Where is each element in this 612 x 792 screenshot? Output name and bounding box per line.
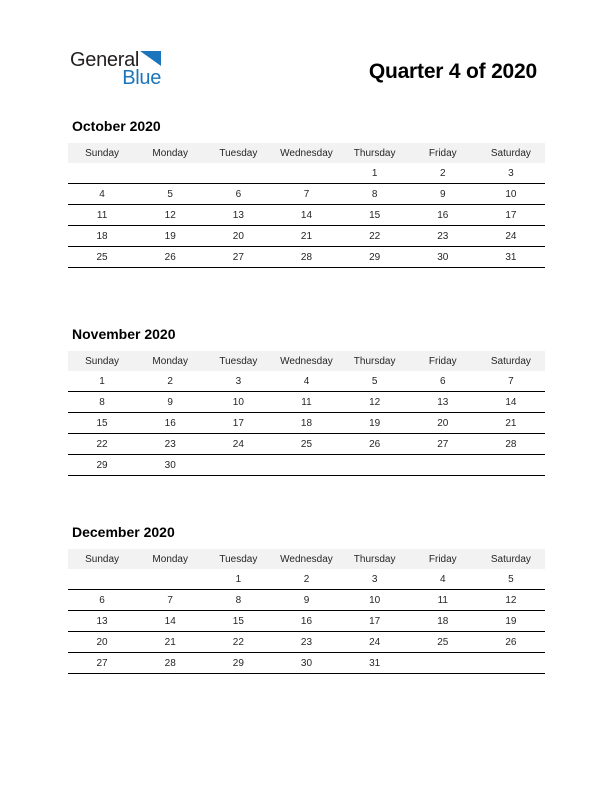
day-cell: 31 — [505, 251, 517, 263]
day-cell: 14 — [164, 615, 176, 627]
day-cell: 23 — [437, 230, 449, 242]
day-cell: 11 — [301, 396, 312, 408]
week-row — [68, 247, 545, 268]
week-row — [68, 611, 545, 632]
day-cell: 25 — [300, 438, 313, 450]
month-title: December 2020 — [72, 524, 175, 540]
day-cell: 15 — [369, 209, 381, 221]
day-cell: 4 — [303, 375, 310, 387]
month-grid-body — [68, 163, 545, 268]
day-cell: 3 — [508, 167, 514, 179]
month-section-october — [68, 118, 545, 268]
logo-text-blue: Blue — [122, 67, 162, 89]
day-cell: 7 — [167, 594, 173, 606]
day-cell: 16 — [300, 615, 313, 627]
day-cell: 10 — [369, 594, 381, 606]
day-cell: 11 — [96, 209, 108, 221]
day-cell: 20 — [437, 417, 449, 429]
weekday-label: Sunday — [85, 147, 120, 159]
day-cell: 10 — [232, 396, 244, 408]
weekday-label: Thursday — [353, 355, 396, 367]
day-cell: 21 — [505, 417, 517, 429]
day-cell: 29 — [369, 251, 381, 263]
weekday-label: Wednesday — [280, 147, 333, 159]
weekday-label: Tuesday — [219, 355, 258, 367]
day-cell: 9 — [167, 396, 173, 408]
day-cell: 15 — [232, 615, 244, 627]
week-row — [68, 226, 545, 247]
day-cell: 22 — [369, 230, 381, 242]
day-cell: 28 — [164, 657, 176, 669]
day-cell: 12 — [164, 209, 176, 221]
day-cell: 26 — [369, 438, 381, 450]
month-title: October 2020 — [72, 118, 161, 134]
day-cell: 9 — [439, 188, 446, 200]
day-cell: 7 — [508, 375, 514, 387]
weekday-label: Thursday — [353, 553, 396, 565]
day-cell: 4 — [439, 573, 446, 585]
day-cell: 18 — [437, 615, 449, 627]
week-row — [68, 163, 545, 184]
day-cell: 24 — [369, 636, 381, 648]
weekday-label: Sunday — [85, 553, 120, 565]
day-cell: 30 — [300, 657, 313, 669]
day-cell: 24 — [505, 230, 517, 242]
day-cell: 19 — [369, 417, 381, 429]
month-section-november — [68, 326, 545, 476]
day-cell: 13 — [437, 396, 449, 408]
day-cell: 20 — [232, 230, 244, 242]
weekday-label: Wednesday — [280, 355, 333, 367]
day-cell: 25 — [437, 636, 449, 648]
week-row — [68, 413, 545, 434]
day-cell: 21 — [164, 636, 176, 648]
day-cell: 5 — [371, 375, 378, 387]
day-cell: 2 — [303, 573, 310, 585]
day-cell: 18 — [300, 417, 313, 429]
day-cell: 27 — [96, 657, 108, 669]
day-cell: 3 — [235, 375, 242, 387]
day-cell: 7 — [303, 188, 310, 200]
page-header — [70, 50, 537, 88]
week-row — [68, 184, 545, 205]
day-cell: 1 — [371, 167, 378, 179]
day-cell: 28 — [300, 251, 313, 263]
day-cell: 19 — [164, 230, 176, 242]
month-section-december — [68, 524, 545, 674]
day-cell: 22 — [96, 438, 108, 450]
weekday-label: Sunday — [85, 355, 120, 367]
day-cell: 2 — [167, 375, 173, 387]
day-cell: 2 — [439, 167, 446, 179]
week-row — [68, 371, 545, 392]
day-cell: 26 — [505, 636, 517, 648]
week-row — [68, 434, 545, 455]
day-cell: 5 — [167, 188, 173, 200]
day-cell: 24 — [232, 438, 244, 450]
day-cell: 16 — [437, 209, 449, 221]
day-cell: 1 — [235, 573, 242, 585]
day-cell: 17 — [369, 615, 381, 627]
day-cell: 9 — [303, 594, 310, 606]
weekday-header-row — [68, 351, 545, 371]
day-cell: 4 — [99, 188, 105, 200]
day-cell: 28 — [505, 438, 517, 450]
day-cell: 13 — [232, 209, 244, 221]
day-cell: 29 — [96, 459, 108, 471]
day-cell: 15 — [96, 417, 108, 429]
day-cell: 20 — [96, 636, 108, 648]
week-row — [68, 590, 545, 611]
day-cell: 26 — [164, 251, 176, 263]
weekday-header-row — [68, 143, 545, 163]
day-cell: 8 — [235, 594, 242, 606]
month-grid-body — [68, 371, 545, 476]
logo-text-general: General — [70, 49, 140, 71]
month-title: November 2020 — [72, 326, 176, 342]
day-cell: 14 — [300, 209, 313, 221]
weekday-label: Monday — [152, 553, 188, 565]
day-cell: 17 — [232, 417, 244, 429]
day-cell: 8 — [99, 396, 105, 408]
day-cell: 14 — [505, 396, 517, 408]
weekday-label: Friday — [428, 147, 457, 159]
week-row — [68, 392, 545, 413]
day-cell: 6 — [235, 188, 242, 200]
general-blue-logo — [70, 50, 161, 88]
day-cell: 6 — [99, 594, 105, 606]
day-cell: 30 — [164, 459, 176, 471]
day-cell: 17 — [505, 209, 517, 221]
week-row — [68, 455, 545, 476]
week-row — [68, 653, 545, 674]
weekday-label: Friday — [428, 553, 457, 565]
day-cell: 29 — [232, 657, 244, 669]
week-row — [68, 632, 545, 653]
day-cell: 27 — [232, 251, 244, 263]
day-cell: 22 — [232, 636, 244, 648]
day-cell: 5 — [508, 573, 514, 585]
day-cell: 8 — [371, 188, 378, 200]
weekday-label: Saturday — [490, 355, 531, 367]
weekday-label: Tuesday — [219, 147, 258, 159]
page-title: Quarter 4 of 2020 — [368, 60, 537, 83]
weekday-label: Saturday — [490, 553, 531, 565]
day-cell: 27 — [437, 438, 449, 450]
day-cell: 12 — [369, 396, 381, 408]
day-cell: 25 — [96, 251, 108, 263]
weekday-label: Monday — [152, 147, 188, 159]
logo-triangle-icon — [140, 51, 161, 66]
day-cell: 1 — [99, 375, 105, 387]
day-cell: 30 — [437, 251, 449, 263]
weekday-label: Saturday — [490, 147, 531, 159]
day-cell: 6 — [439, 375, 446, 387]
day-cell: 19 — [505, 615, 517, 627]
day-cell: 3 — [371, 573, 378, 585]
weekday-label: Tuesday — [219, 553, 258, 565]
weekday-label: Wednesday — [280, 553, 333, 565]
day-cell: 23 — [300, 636, 313, 648]
week-row — [68, 205, 545, 226]
day-cell: 10 — [505, 188, 517, 200]
day-cell: 13 — [96, 615, 108, 627]
week-row — [68, 569, 545, 590]
day-cell: 31 — [369, 657, 381, 669]
day-cell: 16 — [164, 417, 176, 429]
day-cell: 23 — [164, 438, 176, 450]
month-grid-body — [68, 569, 545, 674]
day-cell: 12 — [505, 594, 517, 606]
weekday-header-row — [68, 549, 545, 569]
day-cell: 18 — [96, 230, 108, 242]
day-cell: 11 — [437, 594, 448, 606]
weekday-label: Thursday — [353, 147, 396, 159]
weekday-label: Friday — [428, 355, 457, 367]
weekday-label: Monday — [152, 355, 188, 367]
day-cell: 21 — [300, 230, 313, 242]
